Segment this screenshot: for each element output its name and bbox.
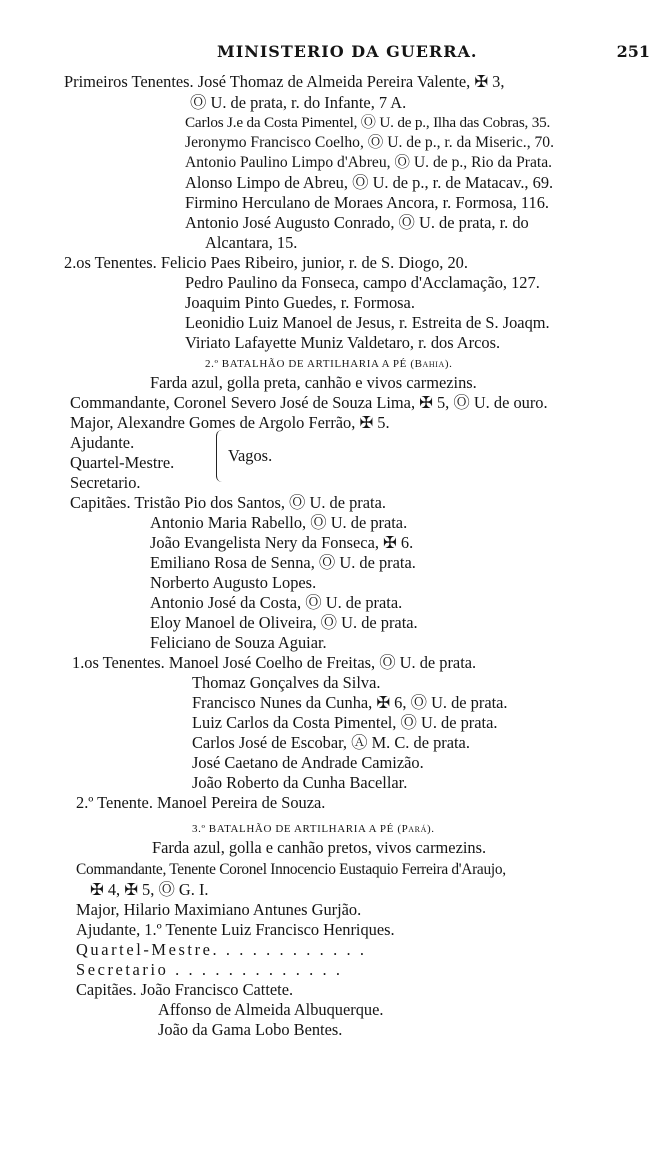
- text-line: Quartel-Mestre.: [70, 453, 175, 472]
- text-line: 2.º Tenente. Manoel Pereira de Souza.: [76, 793, 326, 812]
- text-line: Major, Hilario Maximiano Antunes Gurjão.: [76, 900, 362, 919]
- text-line: Commandante, Tenente Coronel Innocencio Eustaquio Ferreira d'Araujo,: [76, 861, 506, 878]
- text-line: Norberto Augusto Lopes.: [150, 573, 317, 592]
- page-number: 251: [616, 42, 650, 61]
- text-line: Carlos José de Escobar, Ⓐ M. C. de prata.: [192, 733, 470, 752]
- section-heading: 2.º BATALHÃO DE ARTILHARIA A PÉ (Bahia).: [205, 358, 453, 370]
- text-line: Affonso de Almeida Albuquerque.: [158, 1000, 384, 1019]
- text-line: Antonio José da Costa, Ⓞ U. de prata.: [150, 593, 403, 612]
- text-line: Farda azul, golla preta, canhão e vivos carmezins.: [150, 373, 477, 392]
- text-line: Ⓞ U. de prata, r. do Infante, 7 A.: [190, 93, 407, 112]
- text-line: ✠ 4, ✠ 5, Ⓞ G. I.: [90, 880, 209, 899]
- text-line: João Evangelista Nery da Fonseca, ✠ 6.: [150, 533, 414, 552]
- text-line: Antonio Maria Rabello, Ⓞ U. de prata.: [150, 513, 408, 532]
- text-line: Joaquim Pinto Guedes, r. Formosa.: [185, 293, 415, 312]
- text-line: Viriato Lafayette Muniz Valdetaro, r. dos Arcos.: [185, 333, 501, 352]
- text-line: Ajudante.: [70, 433, 135, 452]
- page-header: [0, 42, 672, 66]
- text-line: Quartel-Mestre. . . . . . . . . . . .: [76, 940, 367, 959]
- text-line: João da Gama Lobo Bentes.: [158, 1020, 343, 1039]
- text-line: 2.os Tenentes. Felicio Paes Ribeiro, junior, r. de S. Diogo, 20.: [64, 253, 468, 272]
- text-line: Antonio José Augusto Conrado, Ⓞ U. de prata, r. do: [185, 213, 529, 232]
- text-line: Ajudante, 1.º Tenente Luiz Francisco Henriques.: [76, 920, 395, 939]
- text-line: Carlos J.e da Costa Pimentel, Ⓞ U. de p., Ilha das Cobras, 35.: [185, 114, 551, 131]
- text-line: Commandante, Coronel Severo José de Souza Lima, ✠ 5, Ⓞ U. de ouro.: [70, 393, 548, 412]
- brace-bracket: [216, 430, 224, 482]
- text-line: Major, Alexandre Gomes de Argolo Ferrão, ✠ 5.: [70, 413, 390, 432]
- text-line: Primeiros Tenentes. José Thomaz de Almeida Pereira Valente, ✠ 3,: [64, 72, 505, 91]
- text-line: Vagos.: [228, 446, 273, 465]
- text-line: Secretario.: [70, 473, 141, 492]
- text-line: Secretario . . . . . . . . . . . . .: [76, 960, 343, 979]
- page-title: MINISTERIO DA GUERRA.: [217, 42, 478, 61]
- text-line: José Caetano de Andrade Camizão.: [192, 753, 424, 772]
- text-line: Capitães. Tristão Pio dos Santos, Ⓞ U. de prata.: [70, 493, 386, 512]
- text-line: Antonio Paulino Limpo d'Abreu, Ⓞ U. de p., Rio da Prata.: [185, 154, 553, 171]
- text-line: Jeronymo Francisco Coelho, Ⓞ U. de p., r. da Miseric., 70.: [185, 134, 554, 151]
- text-line: Firmino Herculano de Moraes Ancora, r. Formosa, 116.: [185, 193, 550, 212]
- text-line: 1.os Tenentes. Manoel José Coelho de Freitas, Ⓞ U. de prata.: [72, 653, 477, 672]
- text-line: Alonso Limpo de Abreu, Ⓞ U. de p., r. de Matacav., 69.: [185, 173, 554, 192]
- text-line: Luiz Carlos da Costa Pimentel, Ⓞ U. de prata.: [192, 713, 498, 732]
- text-line: Alcantara, 15.: [205, 233, 298, 252]
- text-line: Emiliano Rosa de Senna, Ⓞ U. de prata.: [150, 553, 416, 572]
- text-line: João Roberto da Cunha Bacellar.: [192, 773, 408, 792]
- text-line: Feliciano de Souza Aguiar.: [150, 633, 327, 652]
- text-line: Farda azul, golla e canhão pretos, vivos carmezins.: [152, 838, 487, 857]
- text-line: Leonidio Luiz Manoel de Jesus, r. Estreita de S. Joaqm.: [185, 313, 550, 332]
- text-line: Capitães. João Francisco Cattete.: [76, 980, 294, 999]
- text-line: Thomaz Gonçalves da Silva.: [192, 673, 381, 692]
- text-line: Francisco Nunes da Cunha, ✠ 6, Ⓞ U. de prata.: [192, 693, 508, 712]
- text-line: Eloy Manoel de Oliveira, Ⓞ U. de prata.: [150, 613, 418, 632]
- section-heading: 3.º BATALHÃO DE ARTILHARIA A PÉ (Pará).: [192, 823, 435, 835]
- text-line: Pedro Paulino da Fonseca, campo d'Acclamação, 127.: [185, 273, 540, 292]
